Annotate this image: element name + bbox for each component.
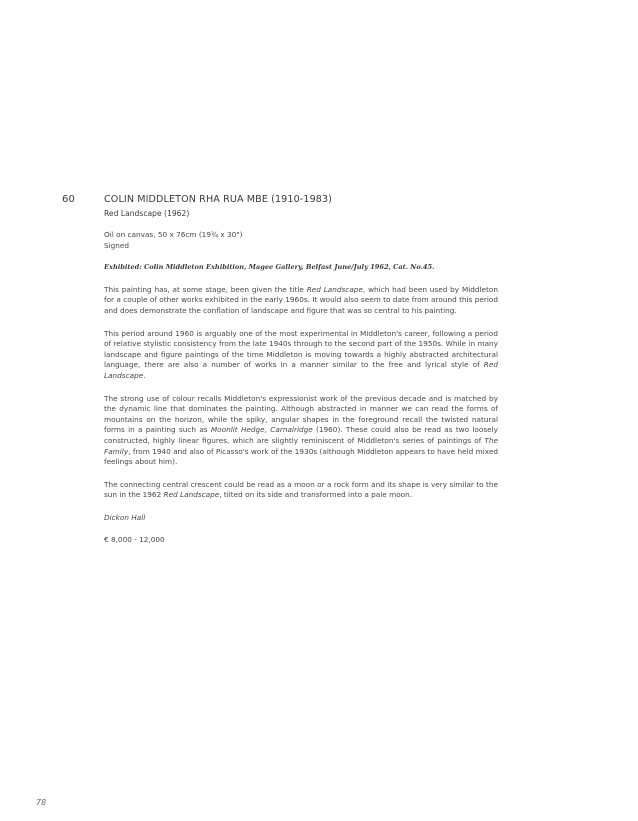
paragraph-text: (1960). These could also be read as two loosely constructed, highly linear figures, which are slightly reminiscent of Middleton's series of paintings of	[104, 425, 498, 445]
exhibited-note: Exhibited: Colin Middleton Exhibition, Magee Gallery, Belfast June/July 1962, Cat. No.45.	[104, 263, 435, 272]
essay-paragraph-4	[104, 480, 498, 501]
artist-heading: COLIN MIDDLETON RHA RUA MBE (1910-1983)	[104, 194, 333, 205]
paragraph-text: , from 1940 and also of Picasso's work of the 1930s (although Middleton appears to have held mixed feelings about him).	[104, 446, 498, 467]
paragraph-text: This period around 1960 is arguably one of the most experimental in Middleton's career, following a period of relative stylistic consistency from the late 1940s through to the second part of the 1950s. While in many landscape and figure paintings of the time Middleton is moving towards a highly abstracted architectural language, there are also a number of works in a manner similar to the free and lyrical style of	[104, 328, 498, 370]
paragraph-italic: The Family	[104, 435, 498, 456]
page-number: 78	[36, 798, 47, 807]
paragraph-text: .	[143, 370, 146, 380]
paragraph-italic: Moonlit Hedge, Carnalridge	[210, 425, 313, 435]
paragraph-text: This painting has, at some stage, been given the title	[104, 284, 307, 294]
paragraph-italic: Red Landscape	[163, 490, 220, 500]
artwork-title: Red Landscape (1962)	[104, 209, 190, 218]
essay-paragraph-2	[104, 329, 498, 382]
paragraph-text: The strong use of colour recalls Middleton's expressionist work of the previous decade and is matched by the dynamic line that dominates the painting. Although abstracted in manner we can read the forms of mountains on the horizon, while the spiky, angular shapes in the foreground recall the twisted natural forms in a painting such as	[104, 393, 498, 435]
paragraph-italic: Red Landscape	[104, 360, 498, 380]
essay-paragraph-3	[104, 394, 498, 468]
lot-number: 60	[62, 194, 76, 205]
medium-block	[104, 230, 498, 251]
signed-note: Signed	[104, 240, 130, 250]
essay-author: Dickon Hall	[104, 512, 146, 522]
paragraph-text: , tilted on its side and transformed into a pale moon.	[219, 490, 413, 500]
paragraph-italic: Red Landscape	[306, 284, 363, 294]
lot-entry	[104, 194, 498, 546]
medium-dimensions: Oil on canvas, 50 x 76cm (19¾ x 30")	[104, 230, 243, 239]
paragraph-text: The connecting central crescent could be read as a moon or a rock form and its shape is very similar to the sun in the 1962	[104, 479, 498, 500]
price-estimate: € 8,000 - 12,000	[104, 535, 165, 545]
paragraph-text: , which had been used by Middleton for a couple of other works exhibited in the early 1960s. It would also seem to date from around this period and does demonstrate the conflation of landscape and figure that was so central to his painting.	[104, 284, 499, 315]
essay-paragraph-1	[104, 285, 498, 317]
